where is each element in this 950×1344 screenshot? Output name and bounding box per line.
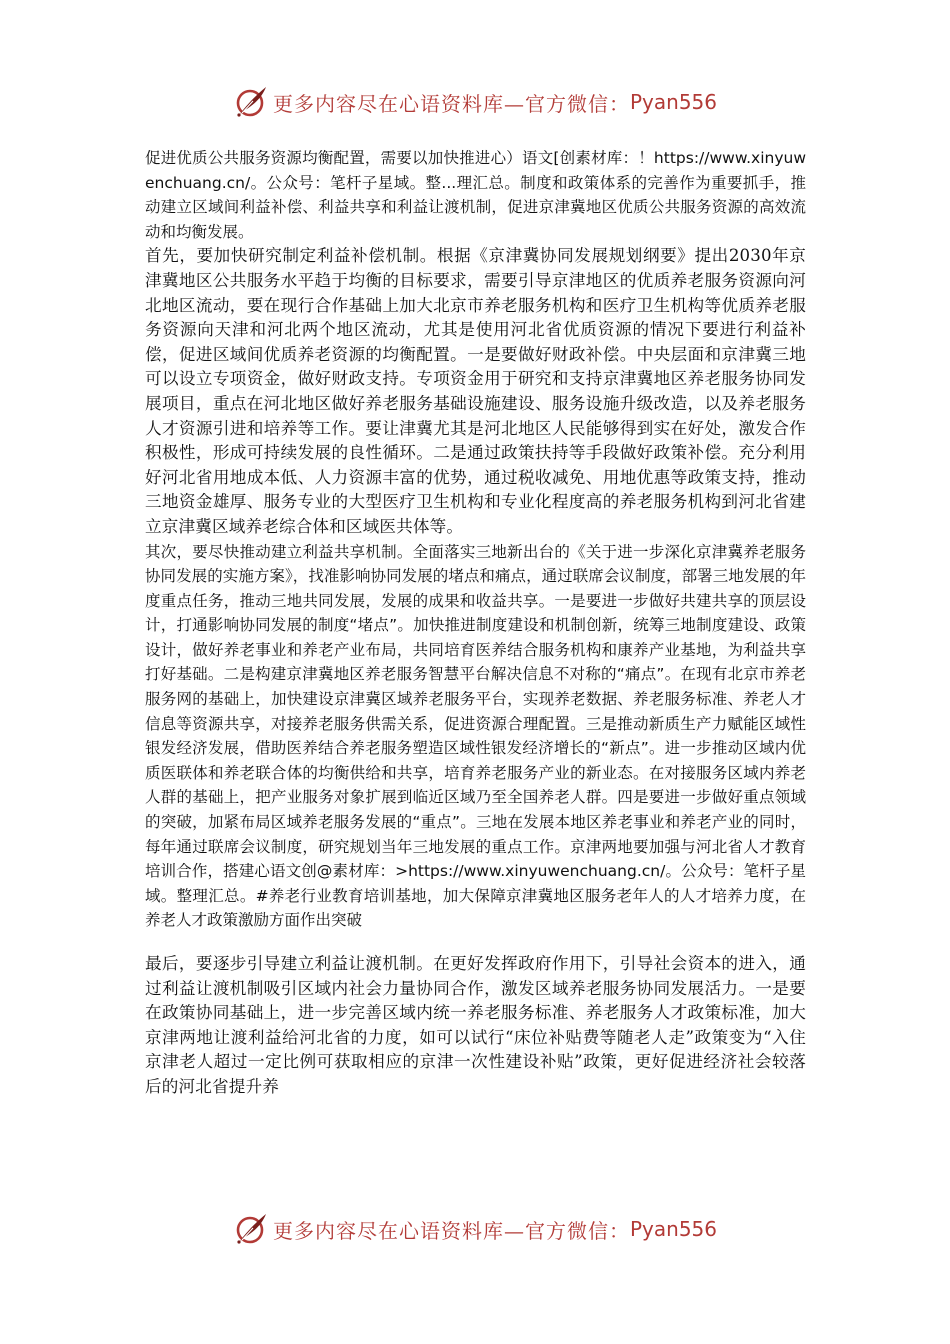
header-banner-text: 更多内容尽在心语资料库—官方微信：: [272, 91, 630, 116]
footer-banner: [0, 1207, 950, 1251]
footer-wechat-id: Pyan556: [629, 1217, 717, 1241]
header-banner: [0, 80, 950, 124]
paragraph-last: 最后，要逐步引导建立利益让渡机制。在更好发挥政府作用下，引导社会资本的进入，通过利益让渡机制吸引区域内社会力量协同合作，激发区域养老服务协同发展活力。一是要在政策协同基础上，进一步完善区域内统一养老服务标准、养老服务人才政策标准，加大京津两地让渡利益给河北省的力度，如可以试行“床位补贴费等随老人走”政策变为“入住京津老人超过一定比例可获取相应的京津一次性建设补贴”政策，更好促进经济社会较落后的河北省提升养: [145, 954, 806, 1096]
header-wechat-id: Pyan556: [629, 90, 717, 114]
paragraph-first: 首先，要加快研究制定利益补偿机制。根据《京津冀协同发展规划纲要》提出2030年京津冀地区公共服务水平趋于均衡的目标要求，需要引导京津地区的优质养老服务资源向河北地区流动，要在现行合作基础上加大北京市养老服务机构和医疗卫生机构等优质养老服务资源向天津和河北两个地区流动，尤其是使用河北省优质资源的情况下要进行利益补偿，促进区域间优质养老资源的均衡配置。一是要做好财政补偿。中央层面和京津冀三地可以设立专项资金，做好财政支持。专项资金用于研究和支持京津冀地区养老服务协同发展项目，重点在河北地区做好养老服务基础设施建设、服务设施升级改造，以及养老服务人才资源引进和培养等工作。要让津冀尤其是河北地区人民能够得到实在好处，激发合作积极性，形成可持续发展的良性循环。二是通过政策扶持等手段做好政策补偿。充分利用好河北省用地成本低、人力资源丰富的优势，通过税收减免、用地优惠等政策支持，推动三地资金雄厚、服务专业的大型医疗卫生机构和专业化程度高的养老服务机构到河北省建立京津冀区域养老综合体和区域医共体等。: [145, 246, 806, 536]
footer-banner-text: 更多内容尽在心语资料库—官方微信：: [272, 1218, 630, 1243]
quill-logo-icon: [233, 84, 269, 120]
quill-logo-icon: [233, 1211, 269, 1247]
paragraph-intro: 促进优质公共服务资源均衡配置，需要以加快推进心）语文[创素材库：！https://www.xinyuwenchuang.cn/。公众号：笔杆子星域。整...理汇总。制度和政策体系的完善作为重要抓手，推动建立区域间利益补偿、利益共享和利益让渡机制，促进京津冀地区优质公共服务资源的高效流动和均衡发展。: [145, 149, 806, 241]
article-body: [145, 146, 806, 1100]
paragraph-second: 其次，要尽快推动建立利益共享机制。全面落实三地新出台的《关于进一步深化京津冀养老服务协同发展的实施方案》，找准影响协同发展的堵点和痛点，通过联席会议制度，部署三地发展的年度重点任务，推动三地共同发展，发展的成果和收益共享。一是要进一步做好共建共享的顶层设计，打通影响协同发展的制度“堵点”。加快推进制度建设和机制创新，统筹三地制度建设、政策设计，做好养老事业和养老产业布局，共同培育医养结合服务机构和康养产业基地，为利益共享打好基础。二是构建京津冀地区养老服务智慧平台解决信息不对称的“痛点”。在现有北京市养老服务网的基础上，加快建设京津冀区域养老服务平台，实现养老数据、养老服务标准、养老人才信息等资源共享，对接养老服务供需关系，促进资源合理配置。三是推动新质生产力赋能区域性银发经济发展，借助医养结合养老服务塑造区域性银发经济增长的“新点”。进一步推动区域内优质医联体和养老联合体的均衡供给和共享，培育养老服务产业的新业态。在对接服务区域内养老人群的基础上，把产业服务对象扩展到临近区域乃至全国养老人群。四是要进一步做好重点领域的突破，加紧布局区域养老服务发展的“重点”。三地在发展本地区养老事业和养老产业的同时，每年通过联席会议制度，研究规划当年三地发展的重点工作。京津两地要加强与河北省人才教育培训合作，搭建心语文创@素材库：>https://www.xinyuwenchuang.cn/。公众号：笔杆子星域。整理汇总。#养老行业教育培训基地，加大保障京津冀地区服务老年人的人才培养力度，在养老人才政策激励方面作出突破: [145, 542, 806, 930]
